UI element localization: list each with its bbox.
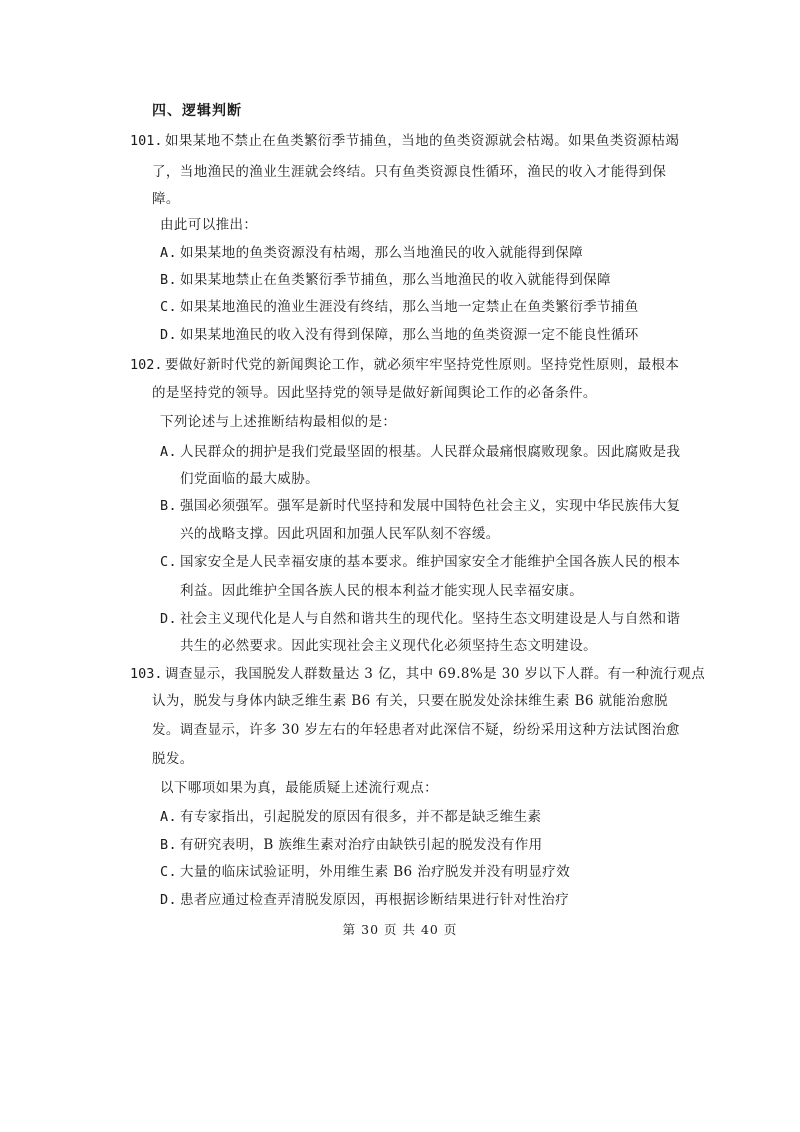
option-text: 社会主义现代化是人与自然和谐共生的现代化。坚持生态文明建设是人与自然和谐 — [180, 611, 681, 627]
option-d — [160, 610, 680, 628]
option-letter: B. — [160, 272, 178, 288]
option-text: 国家安全是人民幸福安康的基本要求。维护国家安全才能维护全国各族人民的根本 — [180, 554, 681, 570]
option-continuation: 们党面临的最大威胁。 — [180, 471, 319, 487]
option-text: 如果某地禁止在鱼类繁衍季节捕鱼，那么当地渔民的收入就能得到保障 — [180, 272, 611, 288]
option-b — [160, 836, 543, 854]
option-continuation: 利益。因此维护全国各族人民的根本利益才能实现人民幸福安康。 — [180, 583, 584, 599]
option-text: 有专家指出，引起脱发的原因有很多，并不都是缺乏维生素 — [180, 809, 542, 825]
option-d — [160, 891, 569, 909]
question-stem-line: 如果某地不禁止在鱼类繁衍季节捕鱼，当地的鱼类资源就会枯竭。如果鱼类资源枯竭 — [165, 133, 680, 149]
question-stem-line: 认为，脱发与身体内缺乏维生素 B6 有关，只要在脱发处涂抹维生素 B6 就能治愈脱 — [152, 693, 669, 709]
question-stem-line: 了，当地渔民的渔业生涯就会终结。只有鱼类资源良性循环，渔民的收入才能得到保 — [152, 164, 667, 180]
question-stem-line: 的是坚持党的领导。因此坚持党的领导是做好新闻舆论工作的必备条件。 — [152, 385, 597, 401]
option-continuation: 兴的战略支撑。因此巩固和加强人民军队刻不容缓。 — [180, 526, 500, 542]
option-text: 如果某地的鱼类资源没有枯竭，那么当地渔民的收入就能得到保障 — [180, 245, 584, 261]
question-number: 102. — [130, 357, 163, 373]
option-letter: C. — [160, 554, 178, 570]
option-letter: D. — [160, 611, 178, 627]
option-letter: A. — [160, 245, 178, 261]
option-letter: B. — [160, 837, 178, 853]
option-letter: B. — [160, 498, 178, 514]
question-prompt: 以下哪项如果为真，最能质疑上述流行观点： — [160, 780, 438, 796]
page-footer: 第 30 页 共 40 页 — [342, 922, 458, 937]
question-stem-line: 要做好新时代党的新闻舆论工作，就必须牢牢坚持党性原则。坚持党性原则，最根本 — [165, 357, 680, 373]
option-c — [160, 553, 680, 571]
option-text: 强国必须强军。强军是新时代坚持和发展中国特色社会主义，实现中华民族伟大复 — [180, 498, 681, 514]
option-letter: C. — [160, 864, 178, 880]
option-text: 如果某地渔民的渔业生涯没有终结，那么当地一定禁止在鱼类繁衍季节捕鱼 — [180, 299, 639, 315]
question-stem-line: 障。 — [152, 191, 180, 207]
option-text: 患者应通过检查弄清脱发原因，再根据诊断结果进行针对性治疗 — [180, 892, 570, 908]
question-number: 103. — [130, 666, 163, 682]
option-letter: D. — [160, 892, 178, 908]
question-stem-line: 发。调查显示，许多 30 岁左右的年轻患者对此深信不疑，纷纷采用这种方法试图治愈 — [152, 722, 680, 738]
option-text: 有研究表明，B 族维生素对治疗由缺铁引起的脱发没有作用 — [180, 837, 543, 853]
option-b — [160, 271, 611, 289]
option-b — [160, 497, 680, 515]
option-letter: C. — [160, 299, 178, 315]
option-d — [160, 326, 639, 344]
question-number: 101. — [130, 133, 163, 149]
option-letter: A. — [160, 809, 178, 825]
section-title: 四、逻辑判断 — [152, 103, 242, 119]
question-stem-line: 调查显示，我国脱发人群数量达 3 亿，其中 69.8%是 30 岁以下人群。有一种流行观点 — [165, 666, 706, 682]
question-prompt: 下列论述与上述推断结构最相似的是： — [160, 414, 397, 430]
option-a — [160, 808, 541, 826]
option-text: 人民群众的拥护是我们党最坚固的根基。人民群众最痛恨腐败现象。因此腐败是我 — [180, 444, 681, 460]
option-letter: D. — [160, 327, 178, 343]
option-c — [160, 298, 639, 316]
option-text: 大量的临床试验证明，外用维生素 B6 治疗脱发并没有明显疗效 — [180, 864, 571, 880]
question-prompt: 由此可以推出： — [160, 217, 258, 233]
option-letter: A. — [160, 444, 178, 460]
option-a — [160, 244, 583, 262]
option-continuation: 共生的必然要求。因此实现社会主义现代化必须坚持生态文明建设。 — [180, 638, 597, 654]
option-c — [160, 863, 570, 881]
question-stem-line: 脱发。 — [152, 751, 194, 767]
option-a — [160, 443, 680, 461]
option-text: 如果某地渔民的收入没有得到保障，那么当地的鱼类资源一定不能良性循环 — [180, 327, 639, 343]
